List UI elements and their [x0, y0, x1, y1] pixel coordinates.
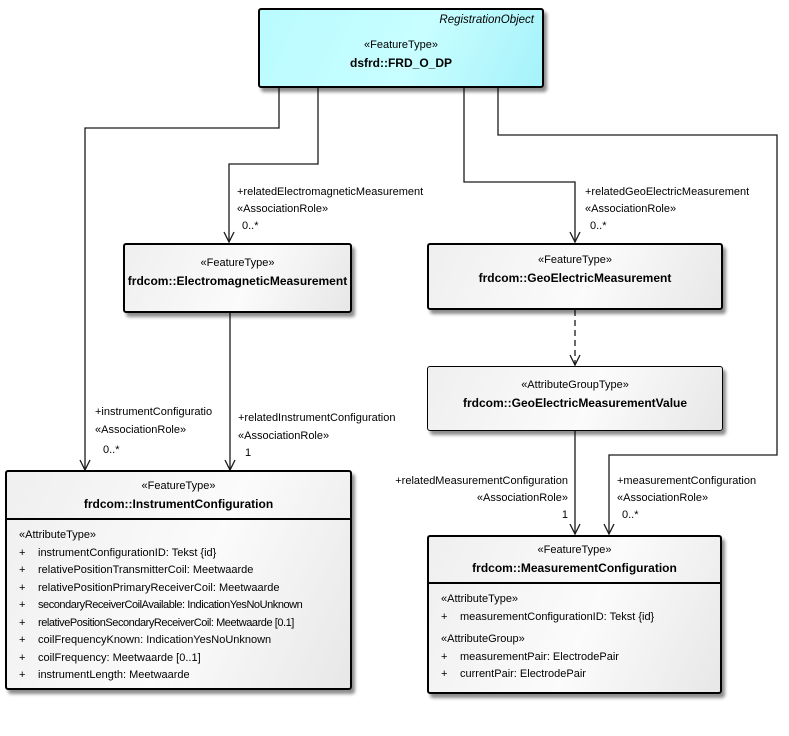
attribute-section-header: «AttributeType» — [19, 529, 97, 541]
visibility-plus: + — [19, 564, 26, 576]
attribute-row — [441, 666, 718, 684]
association-role-label: +measurementConfiguration — [617, 475, 757, 487]
visibility-plus: + — [19, 669, 26, 681]
attribute-row — [19, 580, 348, 598]
class-stereotype: «FeatureType» — [364, 38, 438, 51]
visibility-plus: + — [19, 581, 26, 594]
connector-frd-to-em — [229, 88, 318, 242]
attribute-text: coilFrequency: Meetwaarde [0..1] — [38, 651, 201, 664]
visibility-plus: + — [19, 651, 26, 664]
association-multiplicity-label: 0..* — [590, 220, 607, 232]
connector-frd-to-geo — [464, 88, 575, 242]
association-multiplicity-label: 0..* — [622, 509, 639, 521]
association-multiplicity-label: 1 — [245, 447, 252, 459]
attribute-row — [19, 632, 348, 650]
attribute-row — [19, 545, 348, 563]
attribute-text: relativePositionPrimaryReceiverCoil: Meetwaarde — [38, 581, 280, 594]
attribute-row — [19, 667, 348, 685]
association-multiplicity-label: 0..* — [103, 444, 120, 456]
attribute-row — [19, 615, 348, 633]
visibility-plus: + — [19, 634, 26, 646]
attribute-compartment — [7, 518, 350, 688]
class-instrument-configuration — [5, 470, 352, 690]
class-frd-o-dp — [258, 8, 544, 88]
attribute-text: instrumentLength: Meetwaarde — [38, 669, 190, 681]
association-multiplicity-label: 0..* — [242, 220, 259, 232]
class-name: dsfrd::FRD_O_DP — [349, 55, 452, 70]
class-tag: RegistrationObject — [439, 14, 534, 26]
visibility-plus: + — [441, 610, 448, 623]
association-stereotype-label: «AssociationRole» — [585, 203, 677, 215]
attribute-text: measurementConfigurationID: Tekst {id} — [460, 610, 655, 623]
attribute-row — [19, 562, 348, 580]
class-name: frdcom::MeasurementConfiguration — [472, 561, 677, 575]
attribute-text: relativePositionSecondaryReceiverCoil: Meetwaarde [0.1] — [38, 616, 294, 629]
visibility-plus: + — [441, 650, 448, 663]
association-role-label: +relatedElectromagneticMeasurement — [237, 186, 424, 198]
visibility-plus: + — [19, 599, 26, 611]
class-measurement-configuration — [427, 535, 722, 694]
visibility-plus: + — [19, 616, 26, 629]
attribute-row — [441, 609, 718, 627]
attribute-text: instrumentConfigurationID: Tekst {id} — [38, 546, 217, 559]
class-stereotype: «AttributeGroupType» — [521, 379, 629, 391]
association-stereotype-label: «AssociationRole» — [617, 492, 709, 504]
attribute-text: coilFrequencyKnown: IndicationYesNoUnknown — [38, 634, 272, 646]
attribute-section-header: «AttributeType» — [441, 593, 519, 605]
class-geoelectric-measurement-value — [427, 366, 723, 431]
attribute-compartment — [429, 582, 720, 692]
class-stereotype: «FeatureType» — [200, 256, 275, 269]
association-stereotype-label: «AssociationRole» — [476, 492, 568, 504]
visibility-plus: + — [19, 546, 26, 559]
class-stereotype: «FeatureType» — [141, 479, 216, 492]
class-geoelectric-measurement — [427, 243, 723, 310]
attribute-text: secondaryReceiverCoilAvailable: IndicationYesNoUnknown — [38, 599, 303, 611]
class-stereotype: «FeatureType» — [538, 254, 612, 266]
association-role-label: +relatedInstrumentConfiguration — [238, 412, 396, 424]
association-stereotype-label: «AssociationRole» — [95, 424, 187, 436]
association-multiplicity-label: 1 — [561, 509, 568, 521]
association-stereotype-label: «AssociationRole» — [237, 203, 329, 215]
class-name: frdcom::InstrumentConfiguration — [83, 496, 274, 511]
attribute-text: relativePositionTransmitterCoil: Meetwaarde — [38, 564, 254, 576]
class-name: frdcom::GeoElectricMeasurement — [478, 271, 672, 285]
attribute-text: measurementPair: ElectrodePair — [460, 650, 619, 663]
connector-frd-to-measurement — [498, 88, 777, 534]
attribute-text: currentPair: ElectrodePair — [460, 668, 586, 680]
class-electromagnetic-measurement — [123, 243, 352, 313]
association-role-label: +instrumentConfiguratio — [95, 406, 213, 418]
class-name: frdcom::GeoElectricMeasurementValue — [462, 396, 688, 410]
class-name: frdcom::ElectromagneticMeasurement — [127, 273, 348, 288]
visibility-plus: + — [441, 668, 448, 680]
association-role-label: +relatedGeoElectricMeasurement — [585, 186, 750, 198]
attribute-section-header: «AttributeGroup» — [441, 633, 525, 645]
attribute-row — [441, 649, 718, 667]
association-stereotype-label: «AssociationRole» — [238, 430, 330, 442]
attribute-row — [19, 650, 348, 668]
class-stereotype: «FeatureType» — [537, 544, 612, 556]
attribute-row — [19, 597, 348, 615]
association-role-label: +relatedMeasurementConfiguration — [395, 475, 568, 487]
